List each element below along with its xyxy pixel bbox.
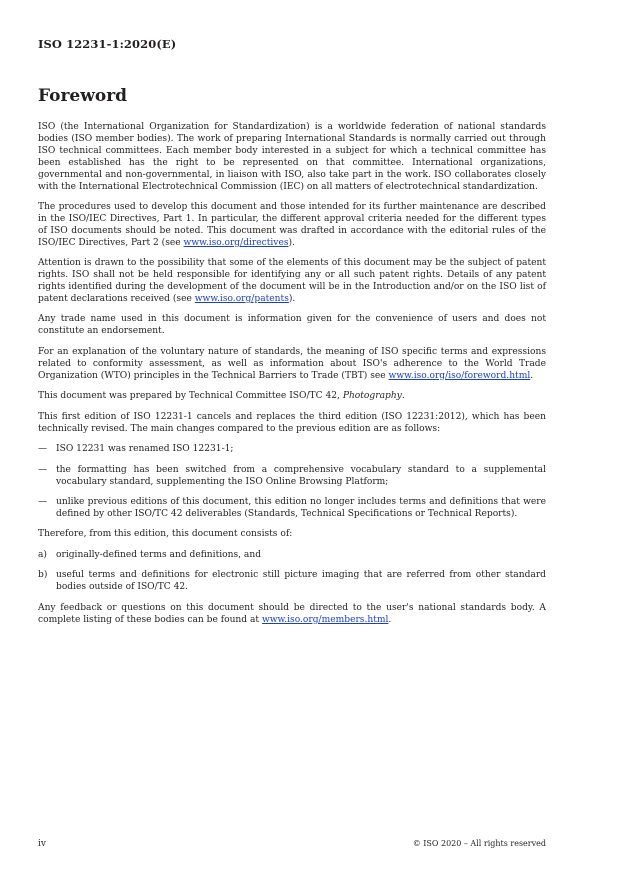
foreword-link[interactable]: www.iso.org/iso/foreword.html (388, 370, 531, 381)
page-number: iv (38, 839, 46, 849)
text: . (388, 614, 392, 625)
patents-link[interactable]: www.iso.org/patents (194, 293, 289, 304)
list-item-change (38, 465, 546, 489)
paragraph-voluntary-nature (38, 347, 546, 383)
paragraph-edition: This first edition of ISO 12231-1 cancels and replaces the third edition (ISO 12231:2012), which has been technically revised. The main changes compared to the previous edition are as follows: (38, 411, 546, 434)
list-item-text: ISO 12231 was renamed ISO 12231-1; (56, 444, 234, 455)
text: Any feedback or questions on this document should be directed to the user's national standards body. A complete listing of these bodies can be found at (38, 602, 546, 625)
copyright-notice: © ISO 2020 – All rights reserved (412, 839, 546, 848)
letter-marker: b) (38, 570, 48, 581)
directives-link[interactable]: www.iso.org/directives (183, 237, 289, 248)
text: . (530, 370, 534, 381)
list-item-change (38, 444, 546, 456)
dash-marker: — (38, 464, 48, 475)
list-item-text: unlike previous editions of this document, this edition no longer includes terms and definitions that were defined by other ISO/TC 42 deliverables (Standards, Technical Specifications or Technical Reports). (56, 497, 546, 519)
text: The procedures used to develop this document and those intended for its further maintenance are described in the ISO/IEC Directives, Part 1. In particular, the different approval criteria needed for the different types of ISO documents should be noted. This document was drafted in accordance with the editorial rules of the ISO/IEC Directives, Part 2 (see (38, 202, 546, 248)
dash-marker: — (38, 444, 48, 455)
paragraph-procedures (38, 202, 546, 250)
text: For an explanation of the voluntary nature of standards, the meaning of ISO specific terms and expressions related to conformity assessment, as well as information about ISO's adherence to the World Trade Organization (WTO) principles in the Technical Barriers to Trade (TBT) see (38, 346, 546, 381)
members-link[interactable]: www.iso.org/members.html (261, 614, 389, 625)
paragraph-therefore: Therefore, from this edition, this document consists of: (38, 529, 293, 540)
paragraph-patents (38, 258, 546, 306)
page-title: Foreword (38, 86, 128, 106)
list-item-text: originally-defined terms and definitions, and (56, 549, 262, 560)
text: This document was prepared by Technical Committee ISO/TC 42, (38, 391, 343, 402)
paragraph-committee (38, 391, 546, 403)
list-item-consists (38, 570, 546, 594)
document-id-header: ISO 12231-1:2020(E) (38, 37, 177, 51)
paragraph-iso-intro: ISO (the International Organization for Standardization) is a worldwide federation of national standards bodies (ISO member bodies). The work of preparing International Standards is normally carried out through ISO technical committees. Each member body interested in a subject for which a technical committee has been established has the right to be represented on that committee. International organizations, governmental and non-governmental, in liaison with ISO, also take part in the work. ISO collaborates closely with the International Electrotechnical Commission (IEC) on all matters of electrotechnical standardization. (38, 122, 546, 192)
list-item-consists (38, 550, 546, 562)
foreword-body (38, 122, 546, 635)
paragraph-feedback (38, 603, 546, 627)
committee-title: Photography (342, 391, 402, 402)
text: . (401, 391, 405, 402)
letter-marker: a) (38, 549, 47, 560)
text: ). (288, 237, 295, 248)
dash-marker: — (38, 497, 48, 507)
list-item-text: the formatting has been switched from a comprehensive vocabulary standard to a supplemental vocabulary standard, supplementing the ISO Online Browsing Platform; (56, 464, 546, 487)
paragraph-trade-name: Any trade name used in this document is information given for the convenience of users and does not constitute an endorsement. (38, 314, 546, 337)
text: ). (288, 293, 296, 304)
document-page (38, 0, 546, 876)
list-item-text: useful terms and definitions for electronic still picture imaging that are referred from other standard bodies outside of ISO/TC 42. (56, 570, 546, 593)
page-footer (38, 839, 546, 849)
list-item-change (38, 497, 546, 521)
text: Attention is drawn to the possibility that some of the elements of this document may be the subject of patent rights. ISO shall not be held responsible for identifying any or all such patent rights. Details of any patent rights identified during the development of the document will be in the Introduction and/or on the ISO list of patent declarations received (see (38, 258, 546, 304)
